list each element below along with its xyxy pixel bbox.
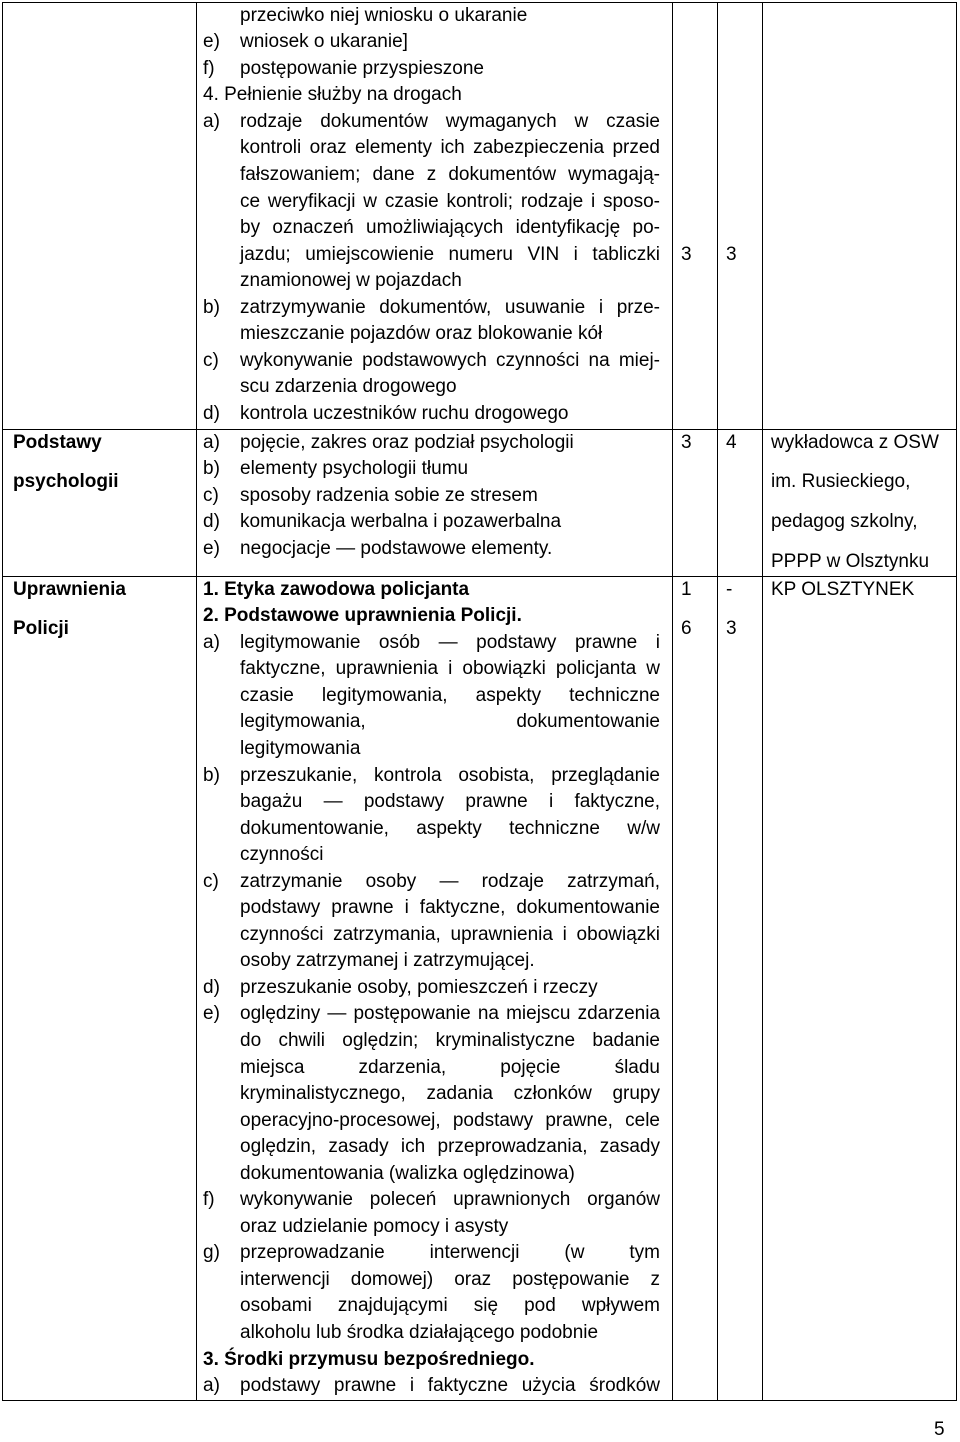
value-cell-2 [726,577,737,656]
topic-line [203,189,660,216]
topic-text: kryminalistycznego, zadania członków grupy [240,1083,660,1105]
topic-line [203,321,660,348]
topic-text: ce weryfikacji w czasie kontroli; rodzaje i sposo- [240,190,660,212]
section-heading-text: 1. Etyka zawodowa policjanta [203,578,470,600]
topic-text: mieszczanie pojazdów oraz blokowanie kół [240,323,603,345]
topic-item [203,1373,660,1400]
topic-item [203,630,660,657]
topic-line [203,1134,660,1161]
topic-text: przeszukanie, kontrola osobista, przeglądanie [240,764,660,786]
column-divider [717,2,718,1401]
topic-line [203,1028,660,1055]
topic-text: komunikacja werbalna i pozawerbalna [240,511,562,533]
topic-item [203,483,660,510]
topic-text: oględzin, zasady ich przeprowadzania, zasady [240,1136,660,1158]
topic-text: bagażu — podstawy prawne i faktyczne, [240,791,660,813]
item-marker: f) [203,57,215,79]
value-cell-2 [726,430,737,470]
subject-text: Podstawy [13,431,102,453]
item-marker: d) [203,511,220,533]
topic-item [203,975,660,1002]
item-marker: f) [203,1189,215,1211]
subject-text: Uprawnienia [13,578,126,600]
topic-text: negocjacje — podstawowe elementy. [240,537,553,559]
value-text: 6 [681,618,692,640]
item-marker: e) [203,1003,220,1025]
topic-text: osobami znajdującymi się pod wpływem [240,1295,660,1317]
topic-text: postępowanie przyspieszone [240,57,484,79]
topic-text: oraz udzielanie pomocy i asysty [240,1215,509,1237]
topic-item [203,763,660,790]
topic-item [203,1001,660,1028]
value-cell-1 [681,242,692,282]
topic-text: przeciwko niej wniosku o ukaranie [240,4,528,26]
value-cell-1 [681,577,692,656]
topic-text: przeprowadzanie interwencji (w tym [240,1242,660,1264]
topic-text: by oznaczeń umożliwiających identyfikację po- [240,217,660,239]
topic-line [203,1293,660,1320]
item-marker: g) [203,1242,220,1264]
lecturer-text: KP OLSZTYNEK [771,578,915,600]
item-marker: d) [203,402,220,424]
subject-cell [13,430,119,509]
value-text: 1 [681,578,692,600]
item-marker: a) [203,431,220,453]
topic-text: alkoholu lub środka działającego podobnie [240,1322,599,1343]
topics-cell [203,577,660,1400]
topic-text: pojęcie, zakres oraz podział psychologii [240,431,574,453]
lecturer-cell [771,577,914,617]
topic-item [203,536,660,563]
lecturer-text: pedagog szkolny, [771,511,918,533]
topic-text: podstawy prawne i faktyczne użycia środków [240,1375,660,1397]
topic-line [203,842,660,869]
lecturer-cell [771,430,939,589]
item-marker: c) [203,870,219,892]
topic-text: zatrzymywanie dokumentów, usuwanie i prze- [240,296,660,318]
topic-line [203,1214,660,1241]
topic-item [203,430,660,457]
topic-line [203,3,660,30]
topic-text: miejsca zdarzenia, pojęcie śladu [240,1056,660,1078]
section-heading-text: 3. Środki przymusu bezpośredniego. [203,1348,535,1370]
subject-text: Policji [13,618,69,640]
topic-line [203,215,660,242]
page-number: 5 [934,1419,945,1440]
topic-text: dokumentowania (walizka oględzinowa) [240,1162,575,1184]
table-border-left [2,2,3,1401]
topic-item [203,348,660,375]
topic-item [203,1240,660,1267]
topic-line [203,162,660,189]
topic-item [203,295,660,322]
topic-line [203,1161,660,1188]
topic-text: podstawy prawne i faktyczne, dokumentowanie [240,897,660,919]
topic-text: wniosek o ukaranie] [240,31,408,53]
topics-cell [203,430,660,563]
topic-line [203,948,660,975]
lecturer-text: wykładowca z OSW [771,431,939,453]
topic-text: do chwili oględzin; kryminalistyczne badanie [240,1029,660,1051]
topic-line [203,922,660,949]
item-marker: e) [203,537,220,559]
topic-line [203,242,660,269]
value-text: 4 [726,431,737,453]
topic-item [203,456,660,483]
topic-text: oględziny — postępowanie na miejscu zdarzenia [240,1003,660,1025]
value-text: 3 [681,431,692,453]
topic-item [203,29,660,56]
item-marker: a) [203,631,220,653]
section-heading-text: 4. Pełnienie służby na drogach [203,84,462,106]
item-marker: a) [203,1375,220,1397]
topic-text: czynności [240,844,324,866]
subject-text: psychologii [13,471,119,493]
topic-line [203,816,660,843]
item-marker: d) [203,976,220,998]
item-marker: c) [203,484,219,506]
table-border-bottom [2,1400,957,1401]
topic-line [203,1320,660,1347]
topic-line [203,789,660,816]
topic-line [203,1108,660,1135]
topic-line [203,895,660,922]
item-marker: b) [203,458,220,480]
column-divider [196,2,197,1401]
topic-text: jazdu; umiejscowienie numeru VIN i tabliczki [240,243,660,265]
topic-item [203,401,660,428]
topic-line [203,374,660,401]
topic-item [203,56,660,83]
topic-line [203,656,660,683]
topic-text: znamionowej w pojazdach [240,270,462,292]
topic-text: operacyjno-procesowej, podstawy prawne, cele [240,1109,660,1131]
lecturer-text: im. Rusieckiego, [771,471,911,493]
topic-text: elementy psychologii tłumu [240,458,469,480]
topic-line [203,736,660,763]
topic-line [203,135,660,162]
topic-text: rodzaje dokumentów wymaganych w czasie [240,110,660,132]
topic-text: legitymowania [240,737,361,759]
column-divider [672,2,673,1401]
value-text: 3 [681,243,692,265]
topic-item [203,509,660,536]
topic-text: legitymowania, dokumentowanie [240,711,660,733]
topic-text: przeszukanie osoby, pomieszczeń i rzeczy [240,976,598,998]
topic-line [203,709,660,736]
item-marker: b) [203,764,220,786]
topic-text: czasie legitymowania, aspekty techniczne [240,684,660,706]
value-cell-2 [726,242,737,282]
topic-item [203,869,660,896]
item-marker: e) [203,31,220,53]
table-border-right [956,2,957,1401]
column-divider [762,2,763,1401]
topic-line [203,683,660,710]
topic-text: legitymowanie osób — podstawy prawne i [240,631,660,653]
topic-text: wykonywanie podstawowych czynności na miej- [240,349,660,371]
topic-line [203,1267,660,1294]
topic-text: faktyczne, uprawnienia i obowiązki policjanta w [240,658,660,680]
item-marker: b) [203,296,220,318]
topic-text: interwencji domowej) oraz postępowanie z [240,1268,660,1290]
topic-text: sposoby radzenia sobie ze stresem [240,484,538,506]
topics-cell [203,3,660,428]
topic-text: kontroli oraz elementy ich zabezpieczenia przed [240,137,660,159]
topic-text: zatrzymanie osoby — rodzaje zatrzymań, [240,870,660,892]
topic-text: osoby zatrzymanej i zatrzymującej. [240,950,535,972]
value-text: - [726,578,733,600]
topic-line [203,1081,660,1108]
section-heading [203,1347,660,1374]
topic-line [203,268,660,295]
section-heading-text: 2. Podstawowe uprawnienia Policji. [203,605,522,627]
value-text: 3 [726,618,737,640]
lecturer-text: PPPP w Olsztynku [771,550,930,572]
topic-text: kontrola uczestników ruchu drogowego [240,402,569,424]
section-heading [203,603,660,630]
topic-line [203,1055,660,1082]
topic-text: wykonywanie poleceń uprawnionych organów [240,1189,660,1211]
topic-text: dokumentowanie, aspekty techniczne w/w [240,817,660,839]
section-heading [203,82,660,109]
value-cell-1 [681,430,692,470]
topic-item [203,1187,660,1214]
section-heading [203,577,660,604]
topic-text: fałszowaniem; dane z dokumentów wymagają- [240,163,660,185]
item-marker: c) [203,349,219,371]
topic-text: czynności zatrzymania, uprawnienia i obowiązki [240,923,660,945]
subject-cell [13,577,126,656]
value-text: 3 [726,243,737,265]
topic-text: scu zdarzenia drogowego [240,376,457,398]
topic-item [203,109,660,136]
item-marker: a) [203,110,220,132]
